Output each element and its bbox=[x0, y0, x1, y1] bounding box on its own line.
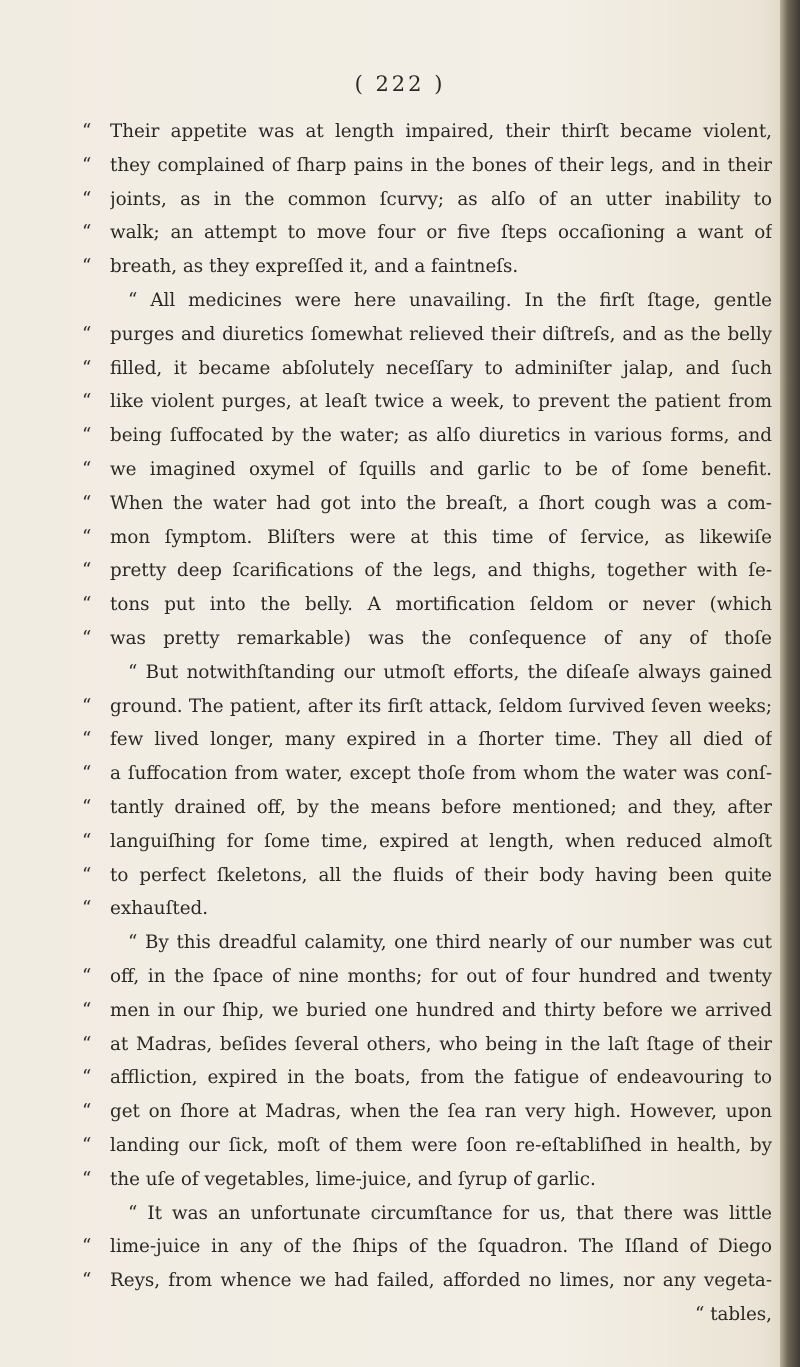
line-text: we imagined oxymel of ſquills and garlic to be of ſome benefit. bbox=[110, 458, 772, 480]
text-line bbox=[82, 521, 772, 555]
line-text: was pretty remarkable) was the conſequence of any of thoſe bbox=[110, 627, 772, 649]
text-line bbox=[82, 1129, 772, 1163]
text-line bbox=[82, 994, 772, 1028]
quote-mark: “ bbox=[82, 256, 92, 278]
line-text: exhauſted. bbox=[110, 898, 209, 920]
quote-mark: “ bbox=[82, 965, 92, 987]
line-text: the uſe of vegetables, lime-juice, and ſyrup of garlic. bbox=[110, 1168, 596, 1190]
line-text: to perfect ſkeletons, all the fluids of their body having been quite bbox=[110, 864, 772, 886]
catchword: “ tables, bbox=[695, 1303, 772, 1325]
quote-mark: “ bbox=[82, 492, 92, 514]
quote-mark: “ bbox=[82, 357, 92, 379]
line-text: they complained of ſharp pains in the bones of their legs, and in their bbox=[110, 154, 772, 176]
quote-mark: “ bbox=[82, 898, 92, 920]
text-line bbox=[82, 791, 772, 825]
line-text: tantly drained off, by the means before mentioned; and they, after bbox=[110, 796, 772, 818]
quote-mark: “ bbox=[82, 1168, 92, 1190]
quote-mark: “ bbox=[82, 729, 92, 751]
text-line bbox=[82, 859, 772, 893]
text-line bbox=[82, 1264, 772, 1298]
text-line bbox=[82, 115, 772, 149]
text-line bbox=[82, 284, 772, 318]
line-text: like violent purges, at leaſt twice a week, to prevent the patient from bbox=[110, 391, 772, 413]
quote-mark: “ bbox=[82, 796, 92, 818]
page-binding-edge bbox=[780, 0, 800, 1367]
line-text: languiſhing for ſome time, expired at length, when reduced almoſt bbox=[110, 830, 772, 852]
quote-mark: “ bbox=[82, 627, 92, 649]
quote-mark: “ bbox=[82, 864, 92, 886]
line-text: “ By this dreadful calamity, one third nearly of our number was cut bbox=[128, 932, 772, 954]
text-line bbox=[82, 183, 772, 217]
text-line bbox=[82, 622, 772, 656]
quote-mark: “ bbox=[82, 1134, 92, 1156]
quote-mark: “ bbox=[82, 999, 92, 1021]
quote-mark: “ bbox=[82, 188, 92, 210]
line-text: ground. The patient, after its firſt attack, ſeldom ſurvived ſeven weeks; bbox=[110, 695, 772, 717]
line-text: affliction, expired in the boats, from the fatigue of endeavouring to bbox=[110, 1067, 772, 1089]
text-line bbox=[82, 723, 772, 757]
text-line bbox=[82, 1095, 772, 1129]
text-line bbox=[82, 385, 772, 419]
line-text: “ All medicines were here unavailing. In the firſt ſtage, gentle bbox=[128, 289, 772, 311]
line-text: get on ſhore at Madras, when the ſea ran very high. However, upon bbox=[110, 1101, 772, 1123]
quote-mark: “ bbox=[82, 222, 92, 244]
text-line bbox=[82, 1061, 772, 1095]
quote-mark: “ bbox=[82, 763, 92, 785]
quote-mark: “ bbox=[82, 154, 92, 176]
text-line bbox=[82, 1028, 772, 1062]
text-line bbox=[82, 554, 772, 588]
line-text: being ſuffocated by the water; as alſo diuretics in various forms, and bbox=[110, 425, 772, 447]
text-body bbox=[82, 115, 772, 1332]
text-line bbox=[82, 1230, 772, 1264]
line-text: Their appetite was at length impaired, their thirſt became violent, bbox=[110, 121, 772, 142]
quote-mark: “ bbox=[82, 830, 92, 852]
line-text: mon ſymptom. Bliſters were at this time of ſervice, as likewiſe bbox=[110, 526, 772, 548]
text-line bbox=[82, 1298, 772, 1332]
text-line bbox=[82, 487, 772, 521]
quote-mark: “ bbox=[82, 695, 92, 717]
quote-mark: “ bbox=[82, 391, 92, 413]
text-line bbox=[82, 892, 772, 926]
line-text: at Madras, beſides ſeveral others, who being in the laſt ſtage of their bbox=[110, 1033, 772, 1055]
quote-mark: “ bbox=[82, 1067, 92, 1089]
line-text: landing our ſick, moſt of them were ſoon re-eſtabliſhed in health, by bbox=[110, 1134, 772, 1156]
line-text: a ſuffocation from water, except thoſe from whom the water was conſ- bbox=[110, 763, 772, 785]
text-line bbox=[82, 216, 772, 250]
line-text: off, in the ſpace of nine months; for out of four hundred and twenty bbox=[110, 965, 772, 987]
text-line bbox=[82, 149, 772, 183]
line-text: walk; an attempt to move four or five ſteps occaſioning a want of bbox=[110, 222, 772, 244]
line-text: purges and diuretics ſomewhat relieved their diſtreſs, and as the belly bbox=[110, 323, 772, 345]
line-text: Reys, from whence we had failed, afforded no limes, nor any vegeta- bbox=[110, 1270, 772, 1292]
text-line bbox=[82, 1197, 772, 1231]
text-line bbox=[82, 656, 772, 690]
line-text: few lived longer, many expired in a ſhorter time. They all died of bbox=[110, 729, 772, 751]
line-text: When the water had got into the breaſt, a ſhort cough was a com- bbox=[110, 492, 772, 514]
quote-mark: “ bbox=[82, 121, 92, 142]
text-line bbox=[82, 825, 772, 859]
quote-mark: “ bbox=[82, 1236, 92, 1258]
line-text: “ But notwithſtanding our utmoſt efforts, the diſeaſe always gained bbox=[128, 661, 772, 683]
text-line bbox=[82, 960, 772, 994]
text-line bbox=[82, 690, 772, 724]
text-line bbox=[82, 352, 772, 386]
text-line bbox=[82, 250, 772, 284]
quote-mark: “ bbox=[82, 1270, 92, 1292]
text-line bbox=[82, 926, 772, 960]
text-line bbox=[82, 453, 772, 487]
text-line bbox=[82, 588, 772, 622]
quote-mark: “ bbox=[82, 1033, 92, 1055]
page-number: ( 222 ) bbox=[354, 72, 446, 96]
line-text: men in our ſhip, we buried one hundred and thirty before we arrived bbox=[110, 999, 772, 1021]
line-text: lime-juice in any of the ſhips of the ſquadron. The Iſland of Diego bbox=[110, 1236, 772, 1258]
text-line bbox=[82, 757, 772, 791]
quote-mark: “ bbox=[82, 594, 92, 616]
quote-mark: “ bbox=[82, 1101, 92, 1123]
text-line bbox=[82, 318, 772, 352]
text-line bbox=[82, 1163, 772, 1197]
line-text: filled, it became abſolutely neceſſary to adminiſter jalap, and ſuch bbox=[110, 357, 772, 379]
quote-mark: “ bbox=[82, 526, 92, 548]
text-line bbox=[82, 419, 772, 453]
line-text: pretty deep ſcarifications of the legs, and thighs, together with ſe- bbox=[110, 560, 772, 582]
line-text: breath, as they expreſſed it, and a faintneſs. bbox=[110, 256, 519, 278]
quote-mark: “ bbox=[82, 323, 92, 345]
line-text: joints, as in the common ſcurvy; as alſo of an utter inability to bbox=[110, 188, 772, 210]
quote-mark: “ bbox=[82, 458, 92, 480]
quote-mark: “ bbox=[82, 425, 92, 447]
quote-mark: “ bbox=[82, 560, 92, 582]
line-text: “ It was an unfortunate circumſtance for us, that there was little bbox=[128, 1202, 772, 1224]
line-text: tons put into the belly. A mortification ſeldom or never (which bbox=[110, 594, 772, 616]
